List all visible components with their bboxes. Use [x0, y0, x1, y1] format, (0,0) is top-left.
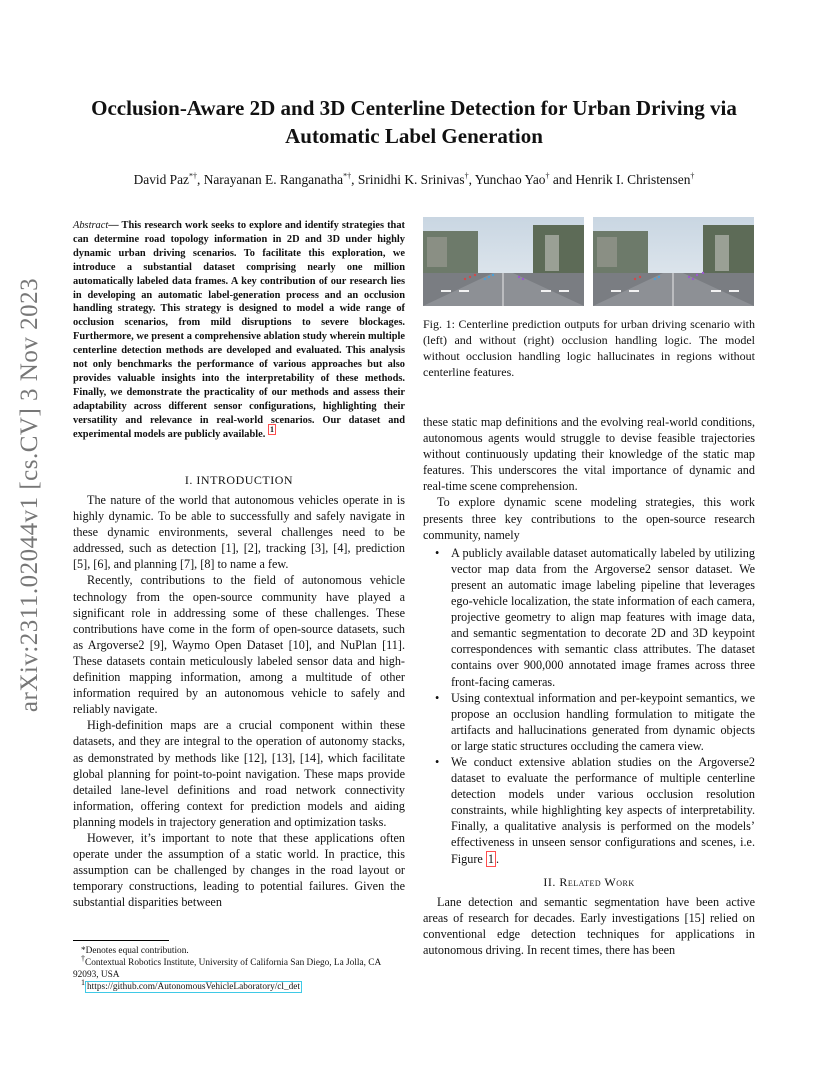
author-list [40, 171, 788, 189]
footnote-mark: † [81, 953, 85, 963]
list-item-text: We conduct extensive ablation studies on the Argoverse2 dataset to evaluate the performance of multiple centerline detection models under various occlusion resolution constraints, while highlighting key aspects of interpretability. Finally, a qualitative analysis is performed on the models’ effectiveness in unseen sensor configurations and scenes, i.e. Figure [451, 754, 755, 866]
abstract [73, 219, 405, 442]
footnote: *Denotes equal contribution. [81, 946, 189, 956]
abstract-label: Abstract [73, 220, 109, 231]
footnote-text: Contextual Robotics Institute, University of California San Diego, La Jolla, CA 92093, USA [73, 958, 381, 980]
section-heading [423, 874, 755, 890]
section-introduction [73, 472, 405, 910]
right-column-text [423, 414, 755, 958]
paper-title: Occlusion-Aware 2D and 3D Centerline Detection for Urban Driving via Automatic Label Generation [91, 96, 737, 148]
paragraph: Recently, contributions to the field of autonomous vehicle technology from the open-source community have played a significant role in addressing some of these challenges. These contributions have come in the form of open-source datasets, such as Argoverse2 [9], Waymo Open Dataset [10], and NuPlan [11]. These datasets contain meticulously labeled sensor data and high-definition mapping information, among a multitude of other information required by an autonomous vehicle to safely and reliably navigate. [73, 573, 405, 717]
paragraph: these static map definitions and the evolving real-world conditions, autonomous agents would struggle to devise feasible trajectories without continuously updating their knowledge of the static map features. This underscores the vital importance of dynamic and real-time scene comprehension. [423, 415, 755, 494]
footnotes [73, 940, 408, 993]
paragraph: To explore dynamic scene modeling strategies, this work presents three key contributions to the open-source research community, namely [423, 495, 755, 542]
abstract-footnote-link[interactable]: 1 [269, 425, 274, 435]
footnote [73, 977, 408, 993]
section-number: II. [543, 874, 560, 889]
list-item: • A publicly available dataset automatically labeled by utilizing vector map data from the Argoverse2 sensor dataset. We present an automatic image labeling pipeline that leverages ego-vehicle localization, the state information of each camera, projective geometry to align map features with image data, and semantic segmentation to decorate 2D and 3D keypoint correspondences with semantic class attributes. The dataset contains over 900,000 annotated image frames across three front-facing cameras. [451, 545, 755, 690]
figure-image-right [593, 217, 754, 306]
figure-image-left [423, 217, 584, 306]
paragraph: High-definition maps are a crucial component within these datasets, and they are integral to the operation of autonomy stacks, as demonstrated by methods like [12], [13], [14], which facilitate global planning for point-to-point navigation. These maps provide detailed lane-level definitions and road network connectivity information, offering context for prediction models and aiding planning models in trajectory generation and optimization tasks. [73, 718, 405, 829]
author-affiliation-mark: † [545, 171, 550, 181]
author-affiliation-mark: † [690, 171, 695, 181]
author-name: David Paz [133, 172, 189, 187]
section-heading: I. INTRODUCTION [184, 473, 294, 487]
author-affiliation-mark: *† [343, 171, 352, 181]
author-name: , Narayanan E. Ranganatha [197, 172, 344, 187]
paragraph: The nature of the world that autonomous vehicles operate in is highly dynamic. To be able to successfully and safely navigate in these dynamic environments, several challenges need to be addressed, such as detection [1], [2], tracking [3], [4], prediction [5], [6], and planning [7], [8] to name a few. [73, 493, 405, 572]
figure-reference-link[interactable]: 1 [487, 851, 494, 866]
footnote-mark: 1 [81, 977, 85, 987]
github-link[interactable]: https://github.com/AutonomousVehicleLaboratory/cl_det [87, 982, 301, 992]
arxiv-id: arXiv:2311.02044v1 [cs.CV] 3 Nov 2023 [16, 277, 43, 713]
list-item [451, 754, 755, 867]
contribution-list [423, 545, 755, 867]
section-body [73, 492, 405, 910]
author-name: and Henrik I. Christensen [549, 172, 691, 187]
arxiv-watermark [10, 277, 50, 713]
author-affiliation-mark: † [464, 171, 469, 181]
author-name: , Yunchao Yao [468, 172, 546, 187]
list-item: • Using contextual information and per-keypoint semantics, we propose an occlusion handling formulation to mitigate the artifacts and hallucinations generated from dynamic objects or large static structures occluding the camera view. [451, 690, 755, 754]
author-name: , Srinidhi K. Srinivas [351, 172, 465, 187]
author-affiliation-mark: *† [189, 171, 197, 181]
abstract-text: — This research work seeks to explore and identify strategies that can determine road topology information in 2D and 3D under highly dynamic urban driving scenarios. To facilitate this exploration, we introduce a substantial dataset comprising nearly one million automatically labeled data frames. A key contribution of our research lies in developing an automatic label-generation process and an occlusion handling strategy. This strategy is designed to model a wide range of occlusion scenarios, from mild disruptions to severe blockages. Furthermore, we present a comprehensive ablation study wherein multiple centerline detection methods are developed and evaluated. This analysis not only benchmarks the performance of various approaches but also provides valuable insights into the interpretability of these methods. Finally, we demonstrate the practicality of our methods and assess their adaptability across different sensor configurations, highlighting their versatility and relevance in real-world scenarios. Our dataset and experimental models are publicly available. [73, 220, 405, 440]
figure-1 [423, 217, 755, 307]
list-item-text: . [495, 851, 500, 866]
footnote [73, 953, 408, 981]
paragraph: Lane detection and semantic segmentation have been active areas of research for decades. Early investigations [15] relied on conventional edge detection techniques for applications in autonomous driving. In recent times, there has been [423, 894, 755, 957]
section-title: Related Work [559, 874, 635, 889]
paragraph: However, it’s important to note that these applications often operate under the assumption of a static world. In practice, this assumption can be challenged by changes in the road layout or temporary constructions, leading to potential failures. Given the substantial disparities between [73, 830, 405, 910]
footnote-rule [73, 940, 169, 941]
figure-caption: Fig. 1: Centerline prediction outputs for urban driving scenario with (left) and without (right) occlusion handling logic. The model without occlusion handling logic hallucinates in regions without centerline features. [423, 317, 755, 379]
